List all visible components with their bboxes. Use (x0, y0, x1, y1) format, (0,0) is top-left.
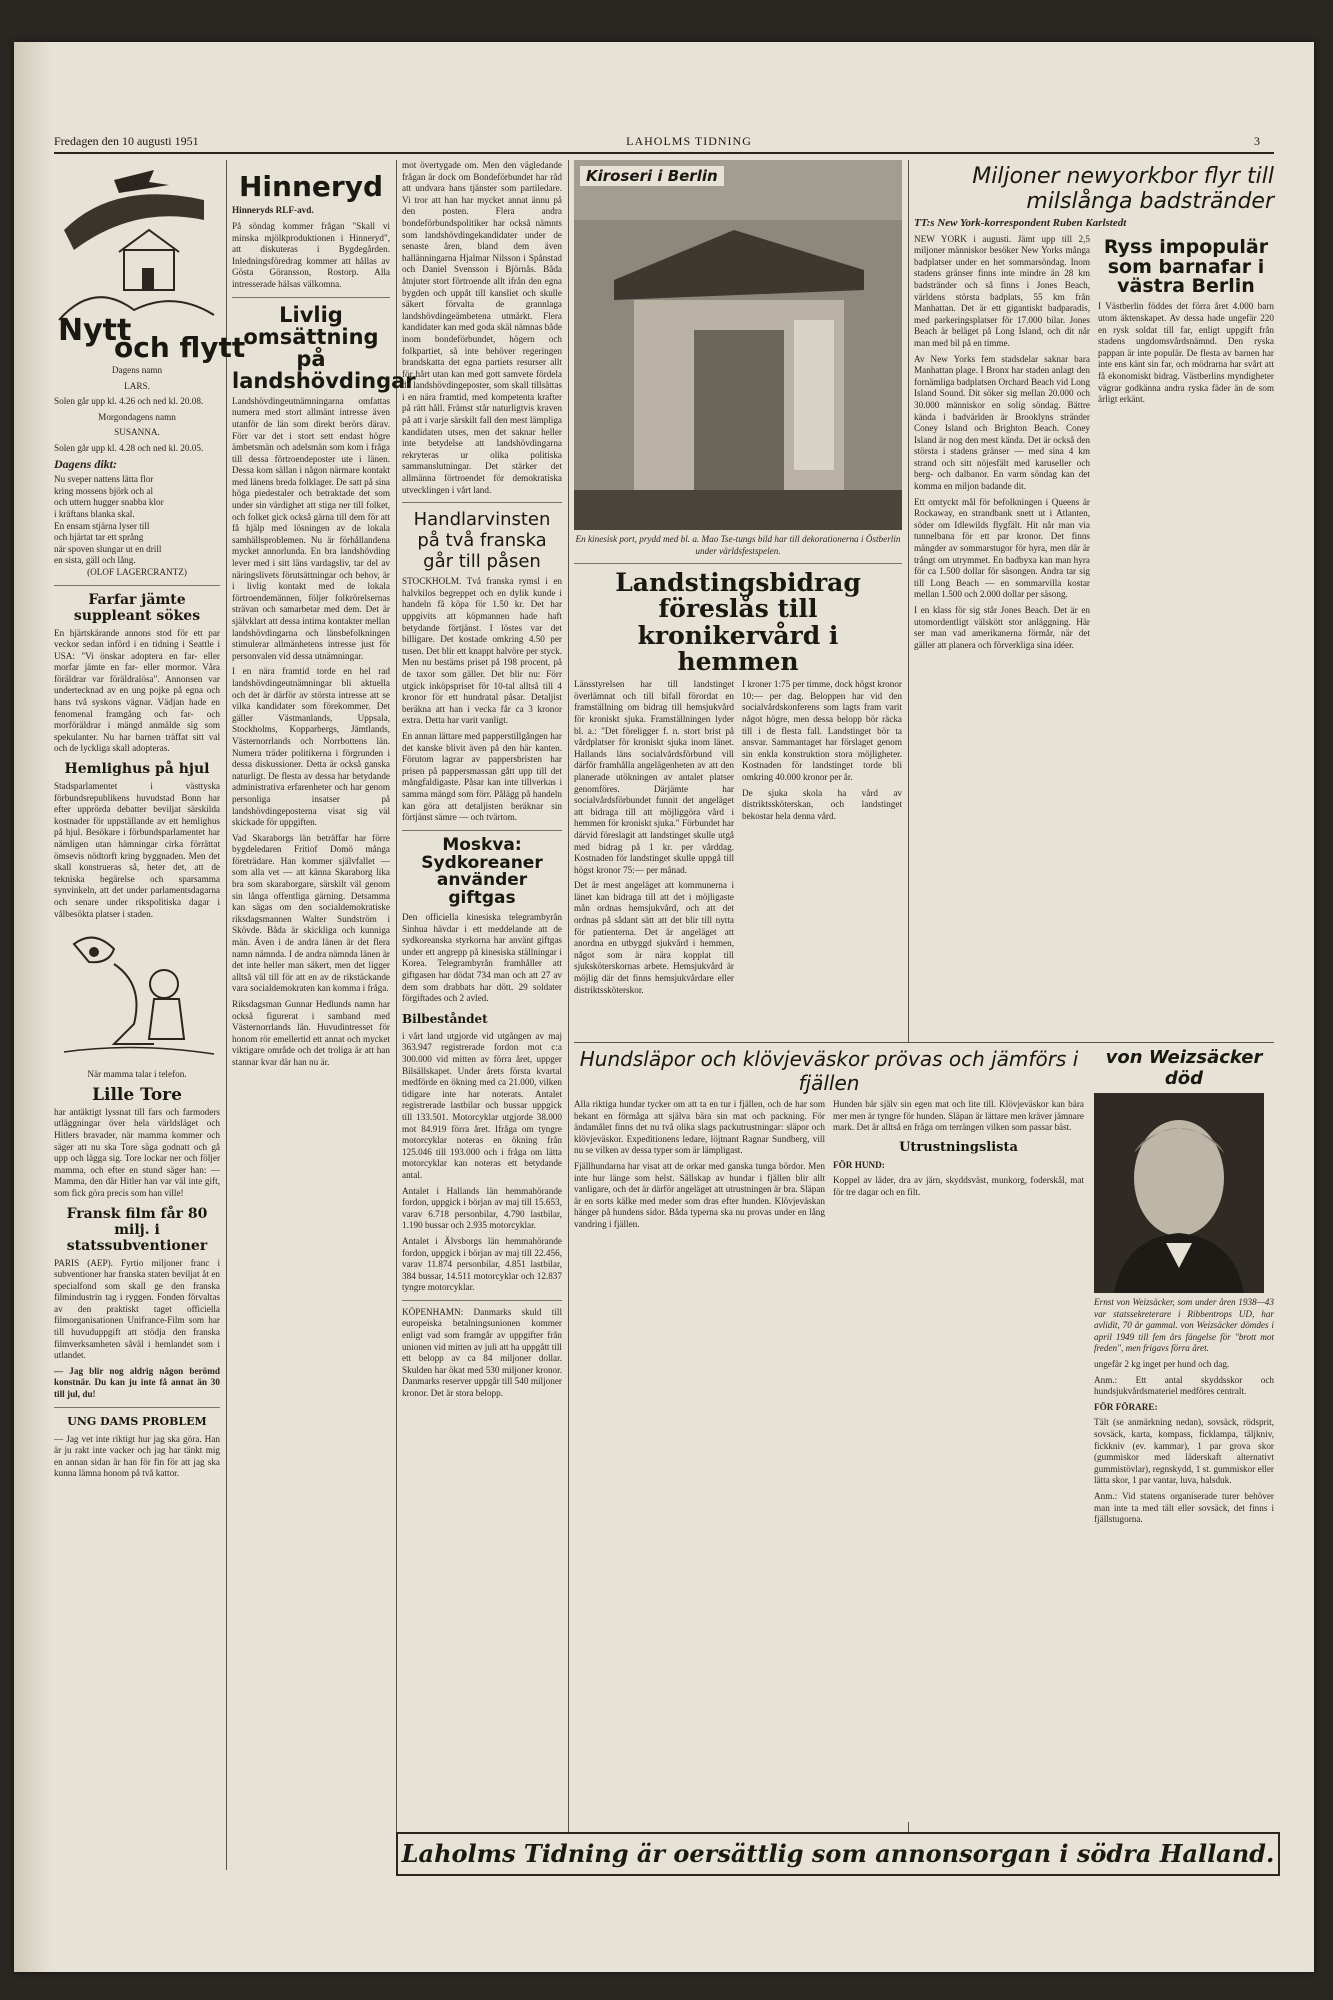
article-body: Riksdagsman Gunnar Hedlunds namn har också figurerat i samband med Västernorrlands län. Huvudintresset för honom rör emellertid ett annat och mycket viktigare område och det troliga är att han stannar kvar där han nu är. (232, 999, 390, 1067)
article-body: i vårt land utgjorde vid utgången av maj 363.947 registrerade fordon mot c:a 300.000 vid mitten av förra året, uppger Bilsällskapet. Under årets första kvartal medförde en ökning med ca 21.000, vilken tidigare inte har noterats. Antalet registrerade lastbilar och bussar uppgick till 133.501. Motorcyklar utgjorde 38.000 mot 84.919 förra året. Ifråga om tyngre motorcyklar noteras en ökning från 125.046 till 193.000 och i fråga om lätta motorcyklar kan noteras ett betydande antal. (402, 1030, 562, 1180)
poem-line: och uttern hugger snabba klor (54, 497, 164, 508)
column-rule (226, 160, 227, 1870)
section-title-hinneryd: Hinneryd (239, 170, 383, 203)
article-columns (914, 234, 1274, 656)
poem-line: kring mossens björk och al (54, 485, 154, 496)
column-rule (396, 160, 397, 1870)
newspaper-page (14, 42, 1314, 1972)
article-headline: Ryss impopulär som barnafar i västra Berlin (1103, 235, 1269, 298)
portrait-illustration (1094, 1093, 1264, 1293)
portrait-photo (1094, 1093, 1264, 1293)
article-headline: Handlarvinsten på två franska går till påsen (413, 509, 551, 573)
lower-band (574, 1042, 1274, 1822)
article-body: Stadsparlamentet i västtyska förbundsrepublikens huvudstad Bonn har efter upprörda debatter beviljat särskilda kostnader för uppställande av ett hemlighus på hjul. Besökare i förbundsparlamentet har nämligen utan hämningar cirka förrättat ömsevis nödtorft kring byggnaden. Men det skall konstrueras så, heter det, att de tekniska begärelse och sparsamma synvinkeln, att det under parlamentsdagarna och senare under rikspolitiska dagar i vålbesökta platser i staden. (54, 781, 220, 919)
article-body: PARIS (AEP). Fyrtio miljoner franc i subventioner har franska staten beviljat åt en specialfond som skall ge den franska filmindustrin tag i ryggen. Fonden förvaltas av den praktiskt taget officiella filmorganisationen Unifrance-Film som har till huvuduppgift att stödja den franska filmverksamheten såväl i hemlandet som i utlandet. (54, 1257, 220, 1361)
article-body: En annan lättare med papperstillgången har det kanske blivit även på den här kanten. Förutom lagrar av pappersbristen har prisen på pappersmassan gått upp till det mångfaldigaste. Påsar kan inte tillverkas i samma mängd som förr. Pålägg på handeln kan göra att detaljisten beräknar sin förtjänst sämre — och tvärtom. (402, 730, 562, 823)
column-2 (232, 160, 416, 1870)
column-rule (568, 160, 569, 1870)
article-headline: Hundsläpor och klövjeväskor prövas och jämförs i fjällen (579, 1047, 1079, 1095)
article-byline: TT:s New York-korrespondent Ruben Karlstedt (914, 217, 1127, 229)
poem-line: i kräftans blanka skal. (54, 508, 135, 519)
divider (402, 502, 562, 503)
column-3 (402, 160, 562, 1825)
poem-line: Nu sveper nattens lätta flor (54, 474, 154, 485)
article-body: Det är mest angeläget att kommunerna i länet kan bidraga till att det i möjligaste mån ordnas hemsjukvård, och att det ordnas på sådant sätt att det blir till nytta för patienterna. Det är angeläget att anordna en utbyggd sjukvård i hemmen, något som är nära kopplat till sjuksköterskornas arbete. Hemsjukvård är möjlig där det finns hemsjukvårdare eller distriktssköterskor. (574, 880, 734, 995)
hundslapor-article (574, 1043, 1084, 1530)
poem-line: när spoven slungar ut en drill (54, 543, 162, 554)
cartoon-caption: När mamma talar i telefon. (87, 1069, 187, 1080)
article-body: KÖPENHAMN: Danmarks skuld till europeiska betalningsunionen kommer enligt vad som framgår av uppgifter från unionen vid mitten av juli att ha uppgått till ett belopp av ca 84 miljoner dollar. Skulden har ökat med 530 miljoner kronor. Danmarks reserver uppgår till 540 miljoner kronor. Det är stora belopp. (402, 1306, 562, 1399)
nytt-och-flytt-illustration (54, 160, 246, 364)
article-column (914, 234, 1090, 656)
divider (402, 1300, 562, 1301)
divider (574, 563, 902, 564)
article-body: Ett omtyckt mål för befolkningen i Queens är Rockaway, en strandbank snett ut i Atlanten, söder om Idlewilds flygfält. Hit når man via tunnelbana för ett par kronor. Det finns mängder av sommarstugor för hyra, men där är trångt om utrymmet. En badbyxa kan man hyra för ca 1.500 dollar för säsongen. Andra tar sig till Long Beach — en sommarvilla kostar mellan 1.500 och 2.000 dollar per säsong. (914, 496, 1090, 600)
list-title: Utrustningslista (899, 1139, 1018, 1155)
masthead-nytt: Nytt (58, 313, 132, 348)
article-body: På söndag kommer frågan "Skall vi minska mjölkproduktionen i Hinneryd", att diskuteras i Bygdegården. Inledningsföredrag kommer att hållas av Gösta Göransson, Rostorp. Alla intresserade hälsas välkomna. (232, 220, 390, 289)
section-subtitle: Hinneryds RLF-avd. (232, 205, 314, 216)
masthead-och-flytt: och flytt (114, 331, 246, 364)
article-title: Bilbeståndet (402, 1011, 488, 1026)
poem-author: (OLOF LAGERCRANTZ) (87, 566, 187, 577)
article-headline: Miljoner newyorkbor flyr till milslånga badstränder (972, 164, 1274, 214)
divider (232, 297, 390, 298)
article-title: Lille Tore (92, 1084, 182, 1105)
poem-line: En ensam stjärna lyser till (54, 520, 150, 531)
article-title: UNG DAMS PROBLEM (67, 1414, 207, 1428)
article-title: Hemlighus på hjul (64, 761, 210, 778)
berlin-gate-photo (574, 160, 902, 530)
divider (402, 830, 562, 831)
article-column (742, 679, 902, 1000)
photo-caption: Ernst von Weizsäcker, som under åren 1938—43 var statssekreterare i Ribbentrops UD, har avlidit, 70 år gammal. von Weizsäcker dömdes i april 1949 till fem års fängelse för "brott mot freden", men frigavs förra året. (1094, 1297, 1274, 1354)
article-column (574, 1099, 825, 1235)
list-body: Tält (se anmärkning nedan), sovsäck, rödsprit, sovsäck, karta, kompass, ficklampa, täljkniv, fickkniv (ev. kammar), 1 par grova skor (gummiskor med läderskaft alternativt gummistövlar), regnskydd, 1 st. gummiskor eller lätta skor, 1 par vantar, luva, halsduk. (1094, 1417, 1274, 1486)
article-headline: Moskva: Sydkoreaner använder giftgas (421, 834, 543, 909)
lower-columns (574, 1043, 1274, 1530)
newspaper-name: LAHOLMS TIDNING (626, 134, 752, 148)
article-headline: Landstingsbidrag föreslås till kronikervård i hemmen (615, 568, 861, 676)
article-body: Antalet i Hallands län hemmahörande fordon, uppgick i början av maj till 15.653, varav 6.718 personbilar, 4.790 lastbilar, 1.190 bussar och 2.935 motorcyklar. (402, 1185, 562, 1231)
article-body: Fjällhundarna har visat att de orkar med ganska tunga bördor. Men inte hur länge som helst. Sällskap av hundar i fjällen blir allt vanligare, och det är därför angeläget att utrustningen är bra. Släpan är en sorts kälke med meder som dras efter hunden. Klövjeväskan hänger på hundens sidor. Båda typerna ska nu provas under en lång vandring i fjällen. (574, 1160, 825, 1229)
photo-caption: En kinesisk port, prydd med bl. a. Mao Tse-tungs bild har till dekorationerna i Östberlin under världsfestspelen. (575, 534, 901, 556)
name-day: LARS. (124, 380, 150, 391)
article-body: STOCKHOLM. Två franska rymsl i en halvkilos begreppet och en dylik kunde i handeln få köpa för 1.50 kr. Det har uppgivits att köpmannen hade haft betydande förtjänst. I löstes var det billigare. Det kostade omkring 4.50 per tusen. Det blir ett knappt halvöre per styck. Men nu bestäms priset på 198 procent, på de taxor som gäller. Det blir nu: Förr utgick inköpspriset för 10-tal alltså till 4 kronor för ett hundratal påsar. Detaljist beräkna att han i vecka får ca 3 kronor extra. Detta har varit vanligt. (402, 576, 562, 726)
article-quote: — Jag blir nog aldrig någon berömd konstnär. Du kan ju inte få annat än 30 till jul, du! (54, 1365, 220, 1400)
page-number: 3 (1254, 134, 1260, 148)
article-body: Hunden bär själv sin egen mat och lite till. Klövjeväskor kan bära mer men är tyngre för hunden. Släpan är lättare men kräver jämnare mark. Det är alltså en fråga om terrängen vilken som passar bäst. (833, 1099, 1084, 1133)
article-body: I Västberlin föddes det förra året 4.000 barn utom äktenskapet. Av dessa hade ungefär 220 en rysk soldat till far, enligt uppgift från stadens ungdomsvårdsnämnd. Den ryska pappan är inte populär. De flesta av barnen har inte ens känt sin far, och mödrarna har svårt att få ekonomiskt bidrag. Västberlins myndigheter vägrar godkänna andra ryska fäder än de som ärligt erkänt. (1098, 301, 1274, 405)
header-rule (54, 152, 1274, 154)
article-body: I en klass för sig står Jones Beach. Det är en utomordentligt välskött stor anläggning. Här ser man vad amerikanerna förmår, när det gäller att planera och förverkliga sina idéer. (914, 605, 1090, 650)
article-body: Den officiella kinesiska telegrambyrån Sinhua hävdar i ett meddelande att de sydkoreanska styrkorna har använt giftgas under ett angrepp på kinesiska ställningar i Korea. Telegrambyrån framhåller att giftgasen har dödat 734 man och att 27 av dem som drabbats har dött. 29 soldater förgiftades och 2 avled. (402, 912, 562, 1004)
name-day-label: Dagens namn (111, 365, 163, 375)
tomorrow-name-label: Morgondagens namn (98, 411, 176, 422)
article-column (1098, 234, 1274, 656)
article-body: — Jag vet inte riktigt hur jag ska göra. Han är ju rakt inte vacker och jag har tänkt mig en annan sidan är han för fin för att jag ska kunna lämna honom på två kattor. (54, 1433, 220, 1479)
poem-title: Dagens dikt: (54, 456, 117, 471)
article-body: I en nära framtid torde en hel rad landshövdingeutnämningar bli aktuella och det är därför av största intresse att se vilka kandidater som förekommer. Det gäller Västmanlands, Uppsala, Stockholms, Kopparbergs, Jämtlands, Västernorrlands och Norrbottens län. Numera träder politikerna i förgrunden i dessa diskussioner. Detta är också ganska naturligt. De flesta av dessa har betydande administrativa erfarenheter och har genom personliga insatser på landshövdingeposterna visat sig väl skickade för uppgiften. (232, 666, 390, 828)
sun-times: Solen går upp kl. 4.26 och ned kl. 20.08. (54, 396, 204, 407)
article-columns (574, 1099, 1084, 1235)
article-body: Länsstyrelsen har till landstinget överlämnat och till bifall förordat en framställning om bidrag till hemsjukvård för kroniskt sjuka. Framställningen lyder bl. a.: "Det föreligger f. n. stort brist på vårdplatser för kroniskt sjuka inom länet. Hallands läns socialvårdsförbund vill därför framhålla angelägenheten av att den planerade utökningen av antalet platser genomföres. Därjämte har socialvårdsförbundet funnit det angeläget att bidraga till att möjliggöra vård i hemmen för kroniskt sjuka." Förbundet har därvid föreslagit att landstinget skulle utgå med bidrag på 1 kr. per vårddag. Kostnaden för landstinget skulle uppgå till högst kronor 75:— per månad. (574, 679, 734, 875)
article-headline: von Weizsäcker död (1105, 1047, 1263, 1089)
list-note: Anm.: Vid statens organiserade turer behöver man inte ta med tält eller sovsäck, det finns i fjällstugorna. (1094, 1490, 1274, 1525)
poem-line: en sista, gäll och lång. (54, 555, 136, 566)
issue-date: Fredagen den 10 augusti 1951 (54, 134, 199, 148)
list-subtitle: FÖR HUND: (833, 1159, 885, 1170)
article-body: Antalet i Älvsborgs län hemmahörande fordon, uppgick i början av maj till 22.456, varav 11.874 personbilar, 4.851 lastbilar, 384 bussar, 14.511 motorcyklar och 12.837 tyngre motorcyklar. (402, 1235, 562, 1293)
article-body: Vad Skaraborgs län beträffar har förre bygdeledaren Fritiof Domö många företrädare. Han kommer självfallet — som alla vet — att känna Skaraborg lika bra som skaraborgare, särskilt väl genom sin långa offentliga gärning. Detsamma kan sägas om den socialdemokratiske riksdagsmannen Walter Sundström i Skövde. Båda är skickliga och kunniga män. Även i de andra länen är det flera namn nämnda. I de andra nämnda länen är det inte heller man säkert, men det ligger alltså väl till för att en av de rikstäckande vara socialdemokraten kan komma i fråga. (232, 832, 390, 994)
poem-line: och hjärtat tar ett språng (54, 532, 144, 543)
article-column (574, 679, 734, 1000)
cartoon-illustration (54, 924, 220, 1064)
tomorrow-sun-times: Solen går upp kl. 4.28 och ned kl. 20.05. (54, 442, 204, 453)
article-body: Av New Yorks fem stadsdelar saknar bara Manhattan plage. I Bronx har staden anlagt den fornämliga badplatsen Orchard Beach vid Long Island Sound. Dit söker sig mellan 20.000 och 30.000 människor en solig söndag. Bättre kända i badvärlden är Brooklyns stränder Coney Island och Brighton Beach. Coney Island är nog den mest kända. Det är också den största i stadens gränser — med sina 4 km strand och sitt nöjesfält med karuseller och berg- och dalbanor. En varm söndag kan det komma en miljon badande dit. (914, 353, 1090, 492)
article-columns (574, 679, 902, 1000)
article-body: Landshövdingeutnämningarna omfattas numera med stort allmänt intresse även utanför de län som direkt berörs därav. Förr var det i stort sett endast högre ämbetsmän och adelsmän som kom i fråga till dessa förtroendeposter ute i länen. Dessa kom sällan i någon närmare kontakt med länens breda folklager. De satt på sina höga piedestaler och betraktade det som under sin värdighet att stiga ner till folket, och folket gick också gärna till dem för att få hjälp med lösningen av de lokala samhällsproblemen. Nu är förhållandena mycket annorlunda. En bra landshövding lever med i sitt läns vardagsliv, tar del av näringslivets förutsättningar och behov, är i livlig kontakt med de lokala förtroendemännen, följer folkrörelsernas strävan och samarbetar med dem. Det är självklart att dessa intima kontakter mellan landshövdingarna och länsbefolkningen stimulerar allmänhetens intresse just för personvalen vid dessa utnämningar. (232, 395, 390, 661)
article-title: Fransk film får 80 milj. i statssubventioner (66, 1205, 208, 1254)
tomorrow-name: SUSANNA. (114, 427, 160, 438)
photo-title: Kiroseri i Berlin (580, 166, 724, 186)
article-column (833, 1099, 1084, 1235)
article-body: har antäktigt lyssnat till fars och farmoders utläggningar över hela världsläget och Hitlers bravader, när mamma kommer och säger att nu ska Tore säga godnatt och gå upp och lägga sig. Tore lockar ner och följer mamma, och efter en stund säger han: — Mamma, den där Hitler han var väl inte gift, som fick göra precis som han ville! (54, 1106, 220, 1198)
divider (54, 585, 220, 586)
article-body: I kroner 1:75 per timme, dock högst kronor 10:— per dag. Beloppen har vid den socialvårdskonferens som lagts fram varit något högre, men dessa belopp bör räcka till i de flesta fall. Landstinget bör ta ansvar. Sammantaget har förslaget genom sin enkla konstruktion stora möjligheter. Kostnaden för landstinget torde bli omkring 40.000 kronor per år. (742, 679, 902, 782)
column-1 (54, 160, 246, 1870)
list-subtitle: FÖR FÖRARE: (1094, 1401, 1158, 1412)
weizsacker-article (1094, 1043, 1274, 1530)
article-body: De sjuka skola ha vård av distriktssköterskan, och landstinget bekostar hela denna vård. (742, 787, 902, 821)
list-body: Koppel av läder, dra av järn, skyddsväst, munkorg, foderskål, mat för tre dagar och en filt. (833, 1175, 1084, 1197)
divider (54, 1407, 220, 1408)
article-headline: Livlig omsättning på landshövdingar (232, 302, 416, 393)
article-body: En hjärtskärande annons stod för ett par veckor sedan införd i en tidning i Seattle i USA: "Vi önskar adoptera en far- eller morfar jämte en far- eller mormor. Våra föräldrar var föräldralösa". Annonsen var undertecknad av en ung pojke på egna och hans två syskons vägnar. Vädjan hade en fenomenal framgång och far- och morföräldrar i mängd anmälde sig som spekulanter. Nu har barnen träffat sitt val och de lyckliga skall adopteras. (54, 627, 220, 754)
article-body: ungefär 2 kg inget per hund och dag. (1094, 1358, 1230, 1369)
advertisement-banner: Laholms Tidning är oersättlig som annonsorgan i södra Halland. (396, 1832, 1280, 1876)
article-body: Alla riktiga hundar tycker om att ta en tur i fjällen, och de har som bekant en förmåga att själva bära sin mat och packning. För ändamålet finns det nu två olika slags packutrustningar: släpor och klövjeväskor. Expeditionens ledare, löjtnant Ragnar Sundberg, vill nu se vilken av dessa typer som är lämpligast. (574, 1099, 825, 1156)
gate-illustration (574, 160, 902, 530)
article-body: mot övertygade om. Men den vägledande frågan är dock om Bondeförbundet har råd att undvara hans tjänster som partiledare. Vi tror att han har mycket annat ännu på den posten. Flera andra bondeförbundspolitiker har också nämnts som landshövdingekandidater under de senaste åren, bland dem även hallänningarna Hjalmar Nilsson i Spånstad och Daniel Svensson i Björnås. Båda åtnjuter stort förtroende allt ifrån den egna bygden och uppåt till kansliet och skulle säkert förvalta de grannlaga landshövdingeämbetena utmärkt. Flera kandidater kan med goda skäl nämnas både inom bondeförbundet, högern och folkpartiet, så inte behöver regeringen brandskatta det egna partiets resurser allt för hårt utan kan med gott samvete fördela de landshövdingeposter, som skall tillsättas i en nära framtid, med kompetenta krafter på rätt håll. Främst står naturligtvis kraven på att i varje särskilt fall den mest lämpliga kandidaten utses, men det saknar heller inte betydelse att landshövdingarna rekryteras ur olika politiska sammanslutningar. Det stärker det allmänna förtroendet för demokratiska utvecklingen i vårt land. (402, 160, 562, 495)
article-body: Anm.: Ett antal skyddsskor och hundsjukvårdsmateriel medföres centralt. (1094, 1374, 1274, 1397)
article-body: NEW YORK i augusti. Jämt upp till 2,5 miljoner människor besöker New Yorks många badplatser under en het sommarsöndag. Inom stadens gränser finns inte mindre än 28 km badstränder och så finns i Jones Beach, världens största badplats, 55 km från Manhattan. Det är ett gigantiskt badparadis, med parkeringsplatser för 17.000 bilar. Jones Beach är beläget på Long Island, och dit når man med bil på en timme. (914, 233, 1090, 348)
article-title: Farfar jämte suppleant sökes (73, 591, 201, 624)
